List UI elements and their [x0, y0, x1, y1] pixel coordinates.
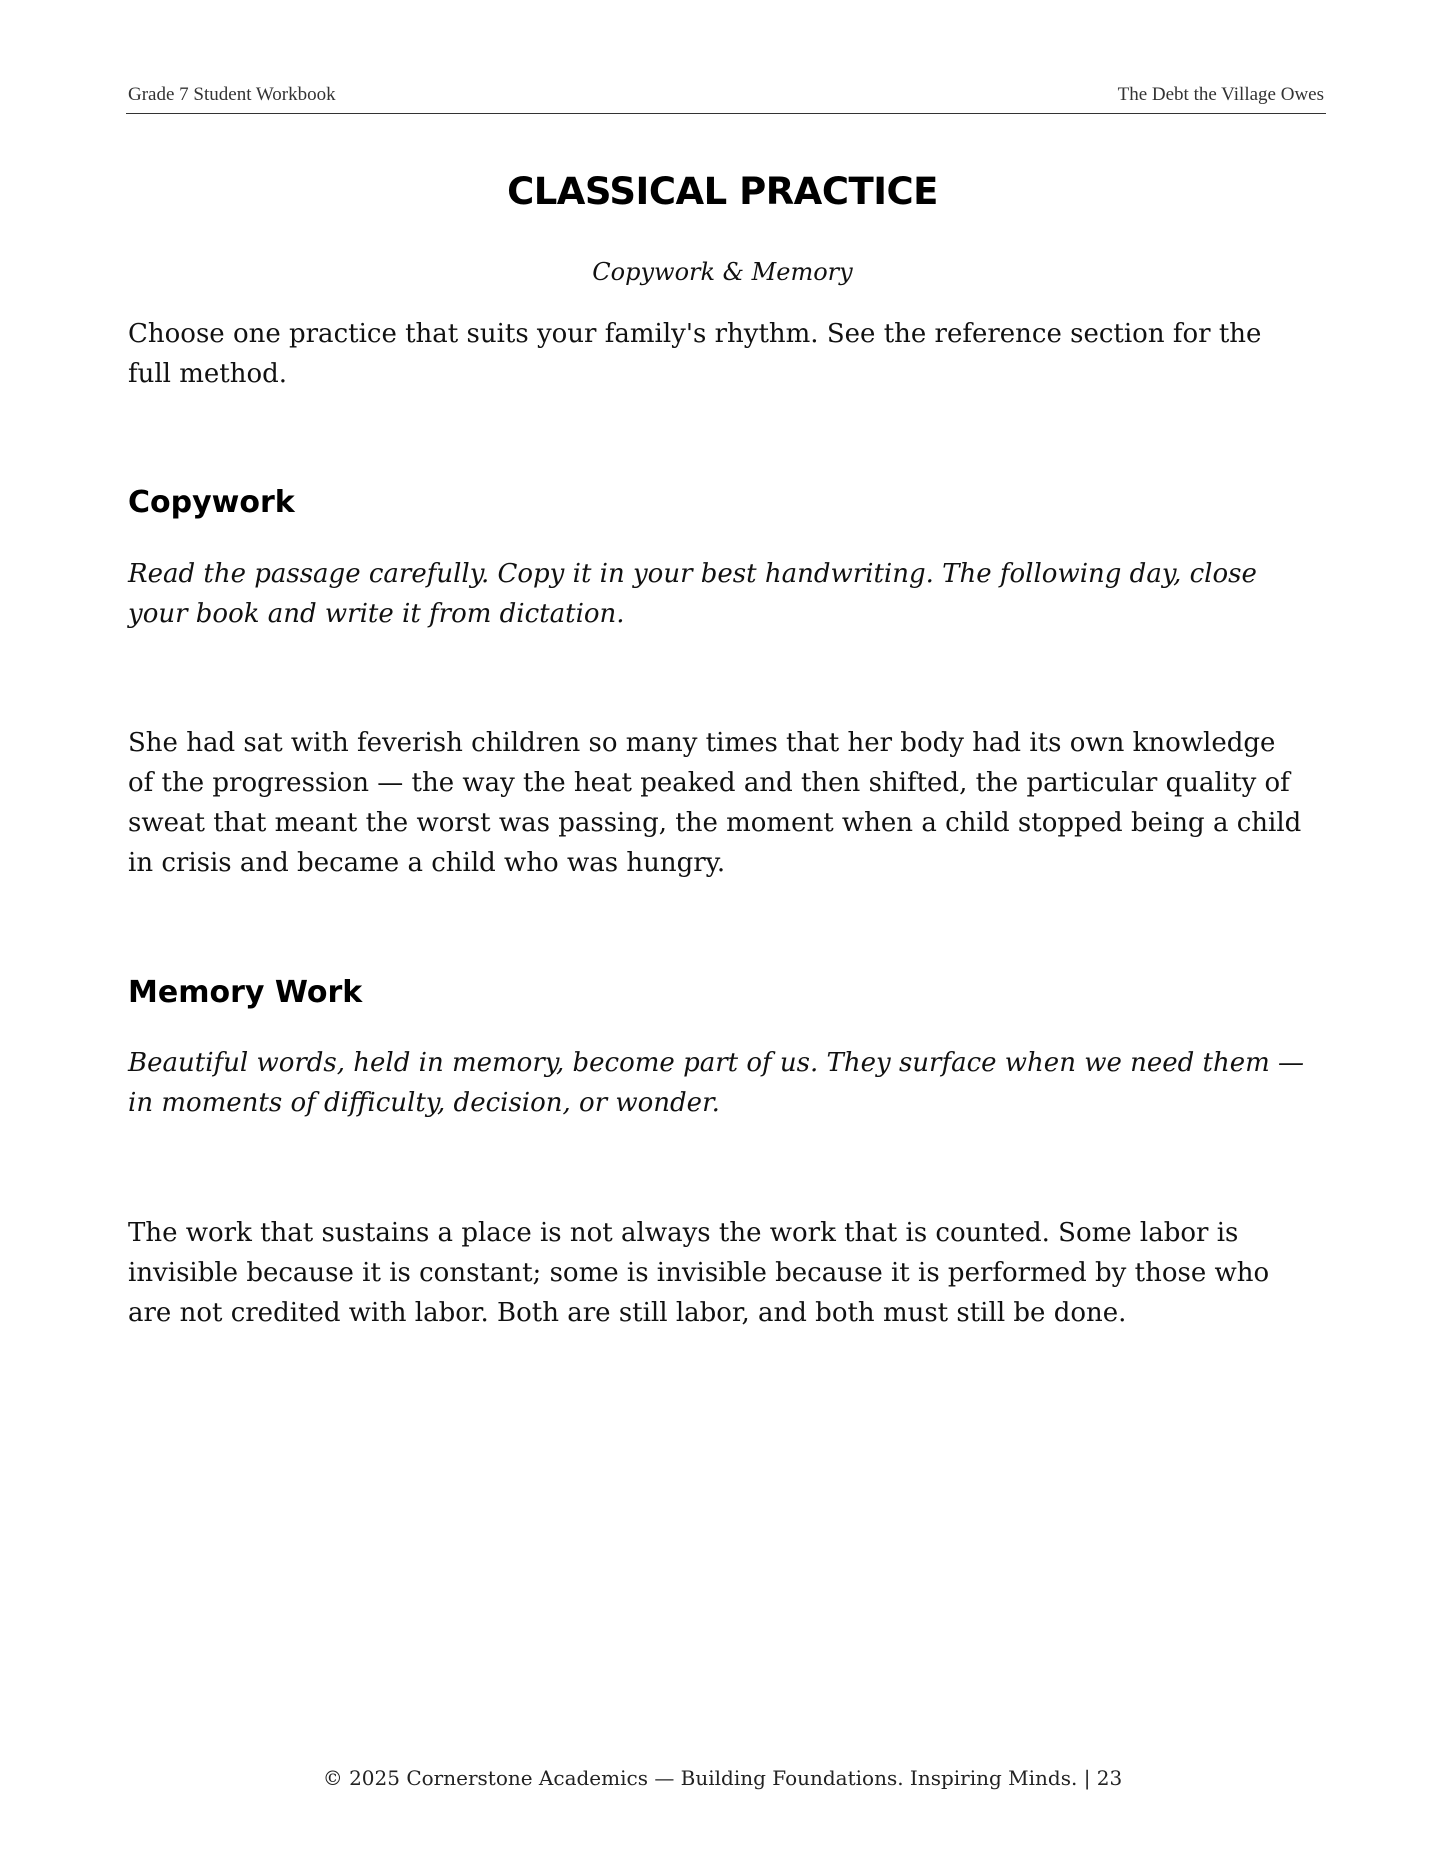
header-workbook-label: Grade 7 Student Workbook [128, 84, 336, 105]
intro-paragraph: Choose one practice that suits your family's rhythm. See the reference section for the full method. [128, 319, 1262, 389]
page-title: CLASSICAL PRACTICE [507, 170, 938, 213]
header-story-title: The Debt the Village Owes [1117, 84, 1324, 105]
memory-work-passage: The work that sustains a place is not always the work that is counted. Some labor is invisible because it is constant; some is invisible because it is performed by those who are not credited with labor. Both are still labor, and both must still be done. [128, 1218, 1270, 1328]
copywork-instructions: Read the passage carefully. Copy it in your best handwriting. The following day, close your book and write it from dictation. [128, 559, 1257, 629]
page-footer: © 2025 Cornerstone Academics — Building Foundations. Inspiring Minds. | 23 [322, 1766, 1123, 1790]
copywork-passage: She had sat with feverish children so many times that her body had its own knowledge of the progression — the way the heat peaked and then shifted, the particular quality of sweat that meant the worst was passing, the moment when a child stopped being a child in crisis and became a child who was hungry. [128, 728, 1302, 878]
page-subtitle: Copywork & Memory [592, 258, 853, 286]
copywork-heading: Copywork [128, 485, 295, 520]
memory-work-heading: Memory Work [128, 975, 363, 1010]
page-header [126, 84, 1326, 114]
memory-work-instructions: Beautiful words, held in memory, become part of us. They surface when we need them — in moments of difficulty, decision, or wonder. [128, 1048, 1305, 1118]
